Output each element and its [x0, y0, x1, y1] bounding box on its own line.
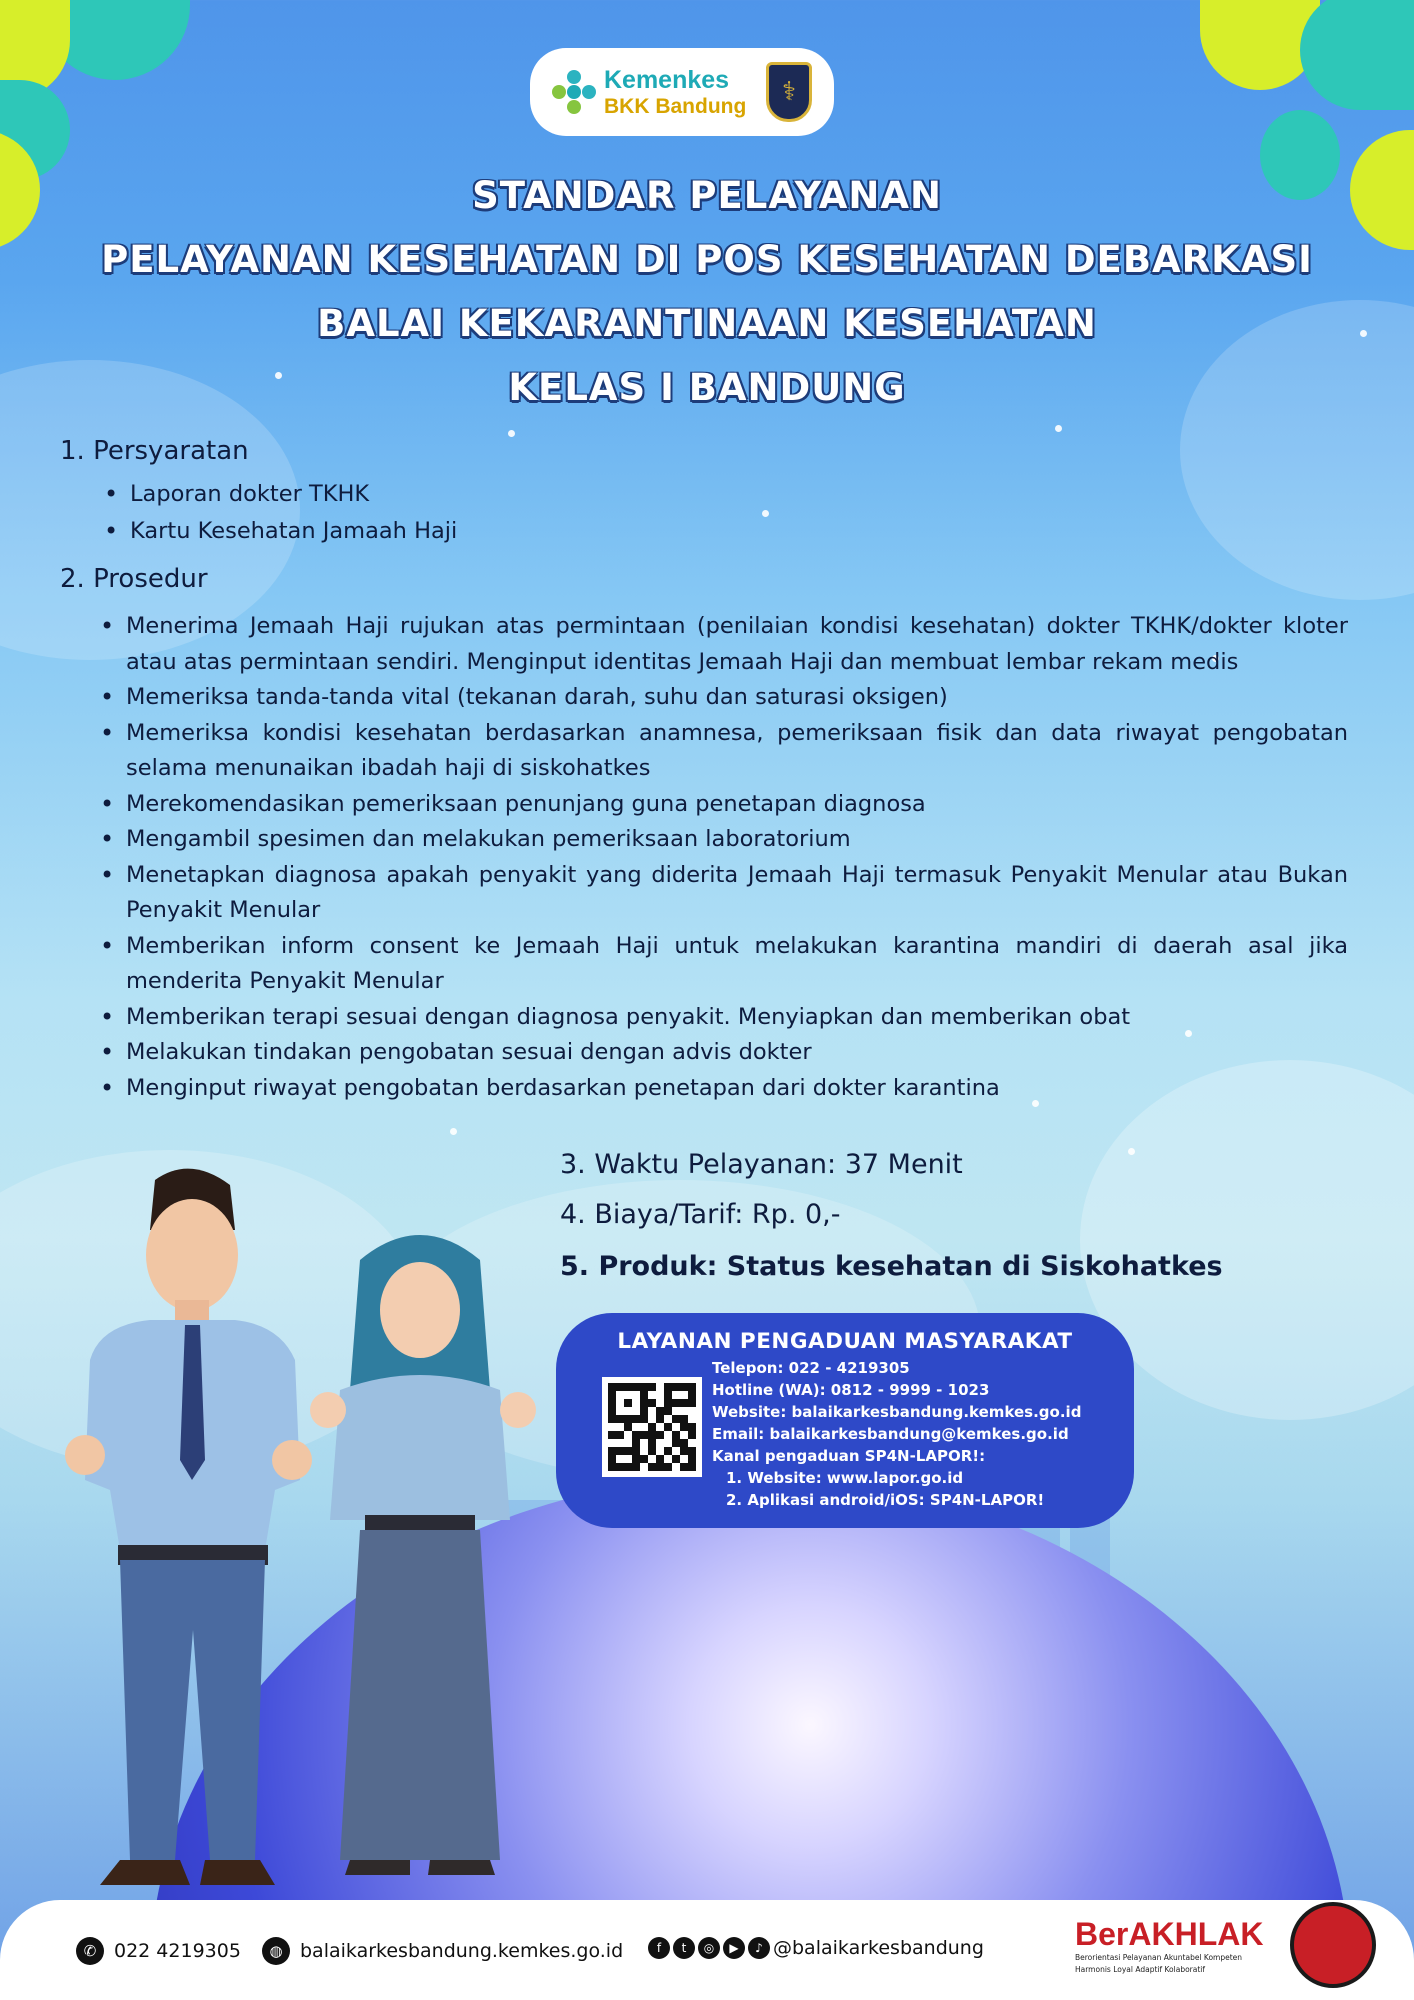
complaint-email: Email: balaikarkesbandung@kemkes.go.id	[712, 1425, 1069, 1443]
logo-subtitle: BKK Bandung	[604, 94, 747, 118]
list-item: • Kartu Kesehatan Jamaah Haji	[100, 513, 600, 550]
star	[1128, 1148, 1135, 1155]
footer-social-handle: @balaikarkesbandung	[773, 1937, 984, 1959]
complaint-hotline: Hotline (WA): 0812 - 9999 - 1023	[712, 1381, 990, 1399]
prosedur-heading: 2. Prosedur	[60, 564, 208, 594]
tiktok-icon[interactable]: ♪	[748, 1937, 770, 1959]
page-title	[0, 164, 1414, 420]
list-item: • Melakukan tindakan pengobatan sesuai dengan advis dokter	[96, 1035, 1348, 1071]
female-officer-illustration	[300, 1220, 540, 1880]
bangga-melayani-seal-icon	[1290, 1902, 1376, 1988]
kemenkes-cross-icon	[552, 70, 596, 114]
list-item: • Mengambil spesimen dan melakukan pemeriksaan laboratorium	[96, 822, 1348, 858]
complaint-channel: Kanal pengaduan SP4N-LAPOR!:	[712, 1447, 986, 1465]
star	[1055, 425, 1062, 432]
ministry-emblem-icon: ⚕	[766, 62, 812, 122]
waktu-pelayanan: 3. Waktu Pelayanan: 37 Menit	[560, 1149, 963, 1180]
title-line-3: BALAI KEKARANTINAAN KESEHATAN	[317, 302, 1097, 345]
list-item: • Laporan dokter TKHK	[100, 476, 600, 513]
list-item: • Menerima Jemaah Haji rujukan atas permintaan (penilaian kondisi kesehatan) dokter TKHK/dokter kloter atau atas permintaan sendiri. Menginput identitas Jemaah Haji dan membuat lembar rekam medis	[96, 609, 1348, 680]
prosedur-list	[96, 609, 1348, 1106]
berakhlak-word: BerAKHLAK	[1075, 1916, 1264, 1952]
male-officer-illustration	[60, 1160, 320, 1900]
list-item: • Memeriksa kondisi kesehatan berdasarkan anamnesa, pemeriksaan fisik dan data riwayat pengobatan selama menunaikan ibadah haji di siskohatkes	[96, 716, 1348, 787]
list-item: • Memberikan inform consent ke Jemaah Haji untuk melakukan karantina mandiri di daerah asal jika menderita Penyakit Menular	[96, 929, 1348, 1000]
footer-website[interactable]	[262, 1937, 623, 1965]
berakhlak-logo	[1075, 1918, 1263, 1974]
star	[508, 430, 515, 437]
persyaratan-list	[100, 476, 600, 550]
title-line-4: KELAS I BANDUNG	[508, 366, 906, 409]
youtube-icon[interactable]: ▶	[723, 1937, 745, 1959]
footer-social[interactable]	[648, 1937, 984, 1959]
title-line-2: PELAYANAN KESEHATAN DI POS KESEHATAN DEBARKASI	[101, 238, 1313, 281]
persyaratan-heading: 1. Persyaratan	[60, 436, 249, 466]
complaint-title: LAYANAN PENGADUAN MASYARAKAT	[617, 1329, 1073, 1354]
biaya-tarif: 4. Biaya/Tarif: Rp. 0,-	[560, 1199, 841, 1230]
footer-phone[interactable]	[76, 1937, 241, 1965]
list-item: • Merekomendasikan pemeriksaan penunjang guna penetapan diagnosa	[96, 787, 1348, 823]
star	[762, 510, 769, 517]
list-item: • Menetapkan diagnosa apakah penyakit yang diderita Jemaah Haji termasuk Penyakit Menular atau Bukan Penyakit Menular	[96, 858, 1348, 929]
produk: 5. Produk: Status kesehatan di Siskohatkes	[560, 1251, 1223, 1282]
list-item: • Memeriksa tanda-tanda vital (tekanan darah, suhu dan saturasi oksigen)	[96, 680, 1348, 716]
twitter-icon[interactable]: t	[673, 1937, 695, 1959]
complaint-phone: Telepon: 022 - 4219305	[712, 1359, 910, 1377]
complaint-channel-website: 1. Website: www.lapor.go.id	[726, 1469, 964, 1487]
complaint-website: Website: balaikarkesbandung.kemkes.go.id	[712, 1403, 1082, 1421]
kemenkes-logo	[530, 48, 834, 136]
berakhlak-sub-1: Berorientasi Pelayanan Akuntabel Kompeten	[1075, 1953, 1243, 1962]
globe-icon: ◍	[262, 1937, 290, 1965]
list-item: • Menginput riwayat pengobatan berdasarkan penetapan dari dokter karantina	[96, 1071, 1348, 1107]
complaint-channel-app: 2. Aplikasi android/iOS: SP4N-LAPOR!	[726, 1491, 1045, 1509]
logo-name: Kemenkes	[604, 65, 730, 94]
facebook-icon[interactable]: f	[648, 1937, 670, 1959]
complaint-box	[556, 1313, 1134, 1528]
star	[450, 1128, 457, 1135]
footer-website-text: balaikarkesbandung.kemkes.go.id	[300, 1940, 624, 1962]
list-item: • Memberikan terapi sesuai dengan diagnosa penyakit. Menyiapkan dan memberikan obat	[96, 1000, 1348, 1036]
qr-code[interactable]	[602, 1377, 702, 1477]
phone-icon: ✆	[76, 1937, 104, 1965]
footer-phone-text: 022 4219305	[114, 1940, 241, 1962]
title-line-1: STANDAR PELAYANAN	[472, 174, 942, 217]
berakhlak-sub-2: Harmonis Loyal Adaptif Kolaboratif	[1075, 1965, 1206, 1974]
instagram-icon[interactable]: ◎	[698, 1937, 720, 1959]
